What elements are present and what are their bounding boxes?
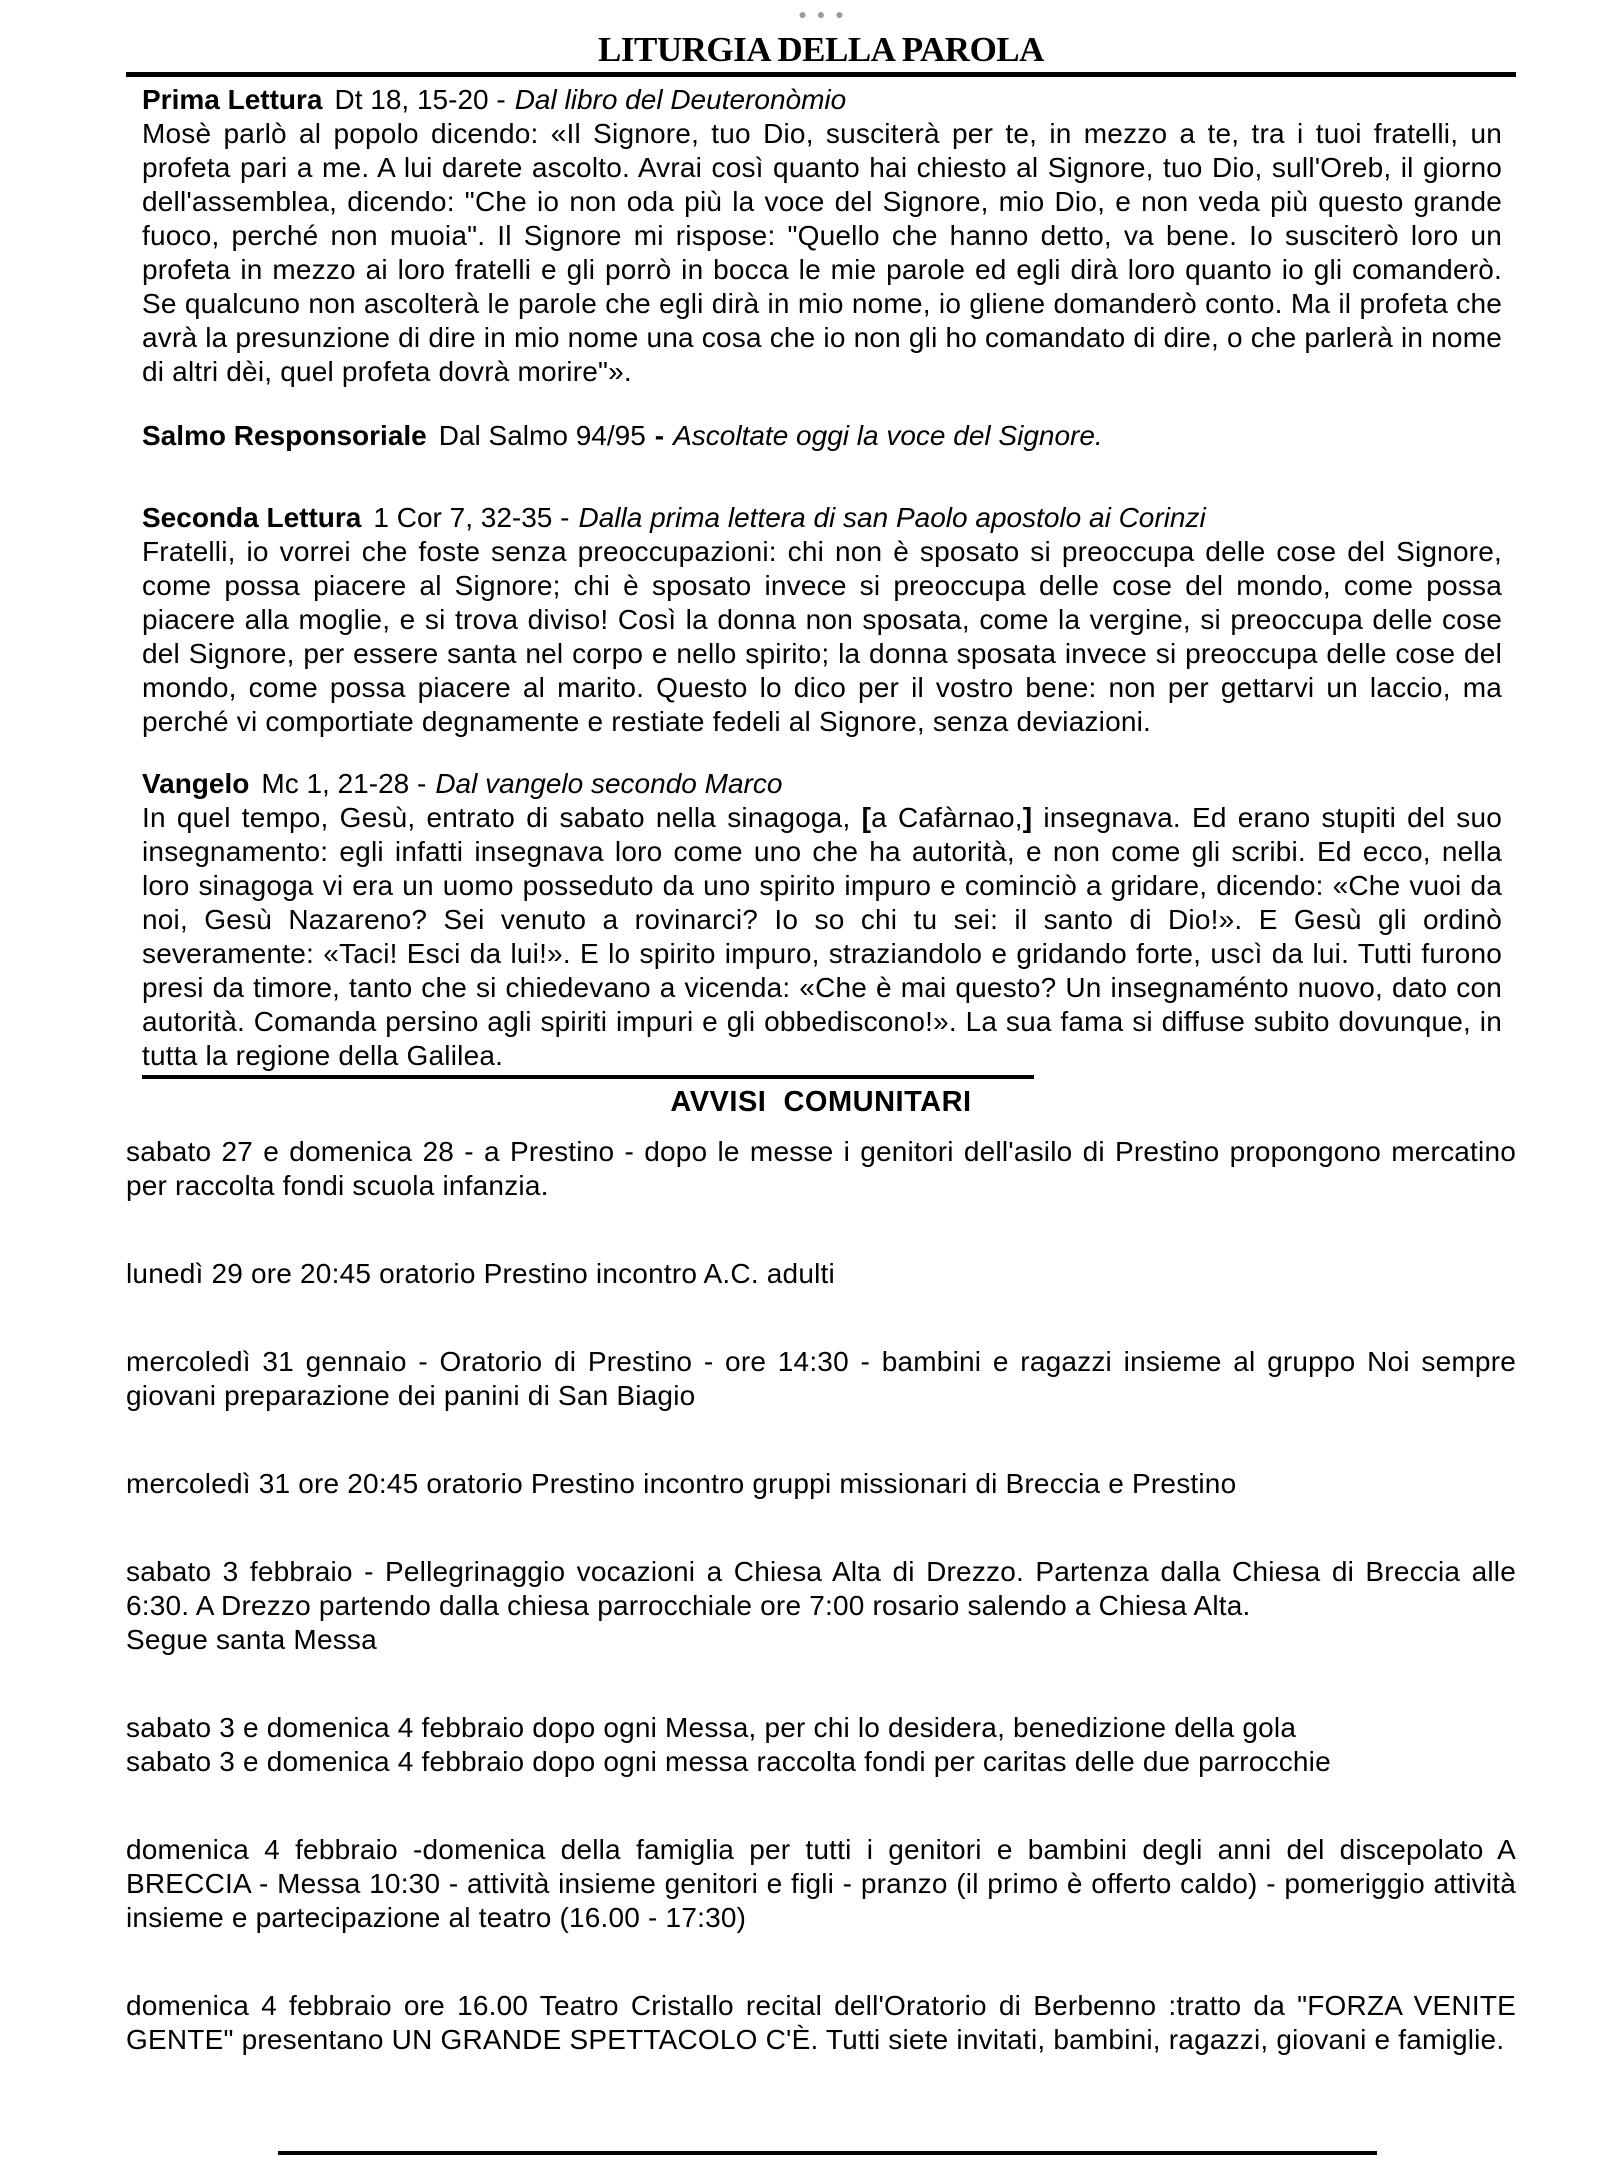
- vangelo-heading: [142, 767, 1502, 801]
- vangelo-text: [142, 801, 1502, 1073]
- announcement-panini-san-biagio: mercoledì 31 gennaio - Oratorio di Prestino - ore 14:30 - bambini e ragazzi insieme al gruppo Noi sempre giovani preparazione dei panini di San Biagio: [126, 1346, 1516, 1411]
- section-divider: [142, 1075, 1034, 1079]
- vangelo-source: Dal vangelo secondo Marco: [435, 768, 783, 799]
- announcement-ac-adulti: lunedì 29 ore 20:45 oratorio Prestino incontro A.C. adulti: [126, 1258, 835, 1289]
- salmo-responsoriale-heading: [142, 419, 1502, 453]
- salmo-reference: Dal Salmo 94/95: [438, 420, 646, 451]
- seconda-lettura-source: Dalla prima lettera di san Paolo apostolo ai Corinzi: [578, 502, 1206, 533]
- salmo-label: Salmo Responsoriale: [142, 420, 427, 451]
- announcement-domenica-famiglia: domenica 4 febbraio -domenica della famiglia per tutti i genitori e bambini degli anni del discepolato A BRECCIA - Messa 10:30 - attività insieme genitori e figli - pranzo (il primo è offerto caldo) - pomeriggio attività insieme e partecipazione al teatro (16.00 - 17:30): [126, 1834, 1516, 1933]
- salmo-dash: -: [654, 420, 665, 451]
- seconda-lettura-heading: [142, 501, 1502, 535]
- seconda-lettura-text: Fratelli, io vorrei che foste senza preoccupazioni: chi non è sposato si preoccupa delle cose del Signore, come possa piacere al Signore; chi è sposato invece si preoccupa delle cose del mondo, come possa piacere alla moglie, e si trova diviso! Così la donna non sposata, come la vergine, si preoccupa delle cose del Signore, per essere santa nel corpo e nello spirito; la donna sposata invece si preoccupa delle cose del mondo, come possa piacere al marito. Questo lo dico per il vostro bene: non per gettarvi un laccio, ma perché vi comportiate degnamente e restiate fedeli al Signore, senza deviazioni.: [142, 536, 1502, 737]
- vangelo-text-post: insegnava. Ed erano stupiti del suo insegnamento: egli infatti insegnava loro come uno che ha autorità, e non come gli scribi. Ed ecco, nella loro sinagoga vi era un uomo posseduto da uno spirito impuro e cominciò a gridare, dicendo: «Che vuoi da noi, Gesù Nazareno? Sei venuto a rovinarci? Io so chi tu sei: il santo di Dio!». E Gesù gli ordinò severamente: «Taci! Esci da lui!». E lo spirito impuro, straziandolo e gridando forte, uscì da lui. Tutti furono presi da timore, tanto che si chiedevano a vicenda: «Che è mai questo? Un insegnaménto nuovo, dato con autorità. Comanda persino agli spiriti impuri e gli obbediscono!». La sua fama si diffuse subito dovunque, in tutta la regione della Galilea.: [142, 802, 1503, 1071]
- prima-lettura-text: Mosè parlò al popolo dicendo: «Il Signore, tuo Dio, susciterà per te, in mezzo a te, tra i tuoi fratelli, un profeta pari a me. A lui darete ascolto. Avrai così quanto hai chiesto al Signore, tuo Dio, sull'Oreb, il giorno dell'assemblea, dicendo: "Che io non oda più la voce del Signore, mio Dio, e non veda più questo grande fuoco, perché non muoia". Il Signore mi rispose: "Quello che hanno detto, va bene. Io susciterò loro un profeta in mezzo ai loro fratelli e gli porrò in bocca le mie parole ed egli dirà loro quanto io gli comanderò. Se qualcuno non ascolterà le parole che egli dirà in mio nome, io gliene domanderò conto. Ma il profeta che avrà la presunzione di dire in mio nome una cosa che io non gli ho comandato di dire, o che parlerà in nome di altri dèi, quel profeta dovrà morire"».: [142, 118, 1502, 387]
- announcement-benedizione-text: sabato 3 e domenica 4 febbraio dopo ogni Messa, per chi lo desidera, benedizione della gola: [126, 1712, 1297, 1743]
- announcement-pellegrinaggio-text: sabato 3 febbraio - Pellegrinaggio vocazioni a Chiesa Alta di Drezzo. Partenza dalla Chiesa di Breccia alle 6:30. A Drezzo partendo dalla chiesa parrocchiale ore 7:00 rosario salendo a Chiesa Alta.: [126, 1556, 1516, 1621]
- bottom-divider: [278, 2151, 1377, 2155]
- announcement-benedizione-gola: [126, 1711, 1516, 1779]
- prima-lettura-label: Prima Lettura: [142, 84, 323, 115]
- page-content: [126, 6, 1516, 2057]
- announcement-teatro-cristallo: domenica 4 febbraio ore 16.00 Teatro Cristallo recital dell'Oratorio di Berbenno :tratto da "FORZA VENITE GENTE" presentano UN GRANDE SPETTACOLO C'È. Tutti siete invitati, bambini, ragazzi, giovani e famiglie.: [126, 1990, 1516, 2055]
- announcement-pellegrinaggio: [126, 1555, 1516, 1657]
- vangelo-reference: Mc 1, 21-28 -: [261, 768, 427, 799]
- announcement-mercatino: sabato 27 e domenica 28 - a Prestino - dopo le messe i genitori dell'asilo di Prestino propongono mercatino per raccolta fondi scuola infanzia.: [126, 1136, 1516, 1201]
- vangelo-text-pre: In quel tempo, Gesù, entrato di sabato nella sinagoga,: [142, 802, 862, 833]
- vangelo-label: Vangelo: [142, 768, 250, 799]
- prima-lettura-source: Dal libro del Deuteronòmio: [514, 84, 847, 115]
- announcement-gruppi-missionari: mercoledì 31 ore 20:45 oratorio Prestino incontro gruppi missionari di Breccia e Prestino: [126, 1468, 1237, 1499]
- page-title: LITURGIA DELLA PAROLA: [598, 30, 1044, 69]
- ellipsis-dots-icon: ●●●: [798, 6, 854, 22]
- seconda-lettura-label: Seconda Lettura: [142, 502, 362, 533]
- vangelo-bracket-open: [: [861, 802, 872, 833]
- liturgy-section: [126, 77, 1516, 1079]
- avvisi-title: AVVISI COMUNITARI: [670, 1086, 972, 1118]
- vangelo-bracket-close: ]: [1022, 802, 1033, 833]
- vangelo-bracket-text: a Cafàrnao,: [871, 802, 1023, 833]
- announcement-pellegrinaggio-text2: Segue santa Messa: [126, 1624, 377, 1655]
- announcements-section: [126, 1135, 1516, 2057]
- announcement-caritas-text: sabato 3 e domenica 4 febbraio dopo ogni messa raccolta fondi per caritas delle due parrocchie: [126, 1746, 1331, 1777]
- seconda-lettura-reference: 1 Cor 7, 32-35 -: [373, 502, 570, 533]
- salmo-antiphon: Ascoltate oggi la voce del Signore.: [673, 420, 1103, 451]
- prima-lettura-heading: [142, 83, 1502, 117]
- prima-lettura-reference: Dt 18, 15-20 -: [334, 84, 506, 115]
